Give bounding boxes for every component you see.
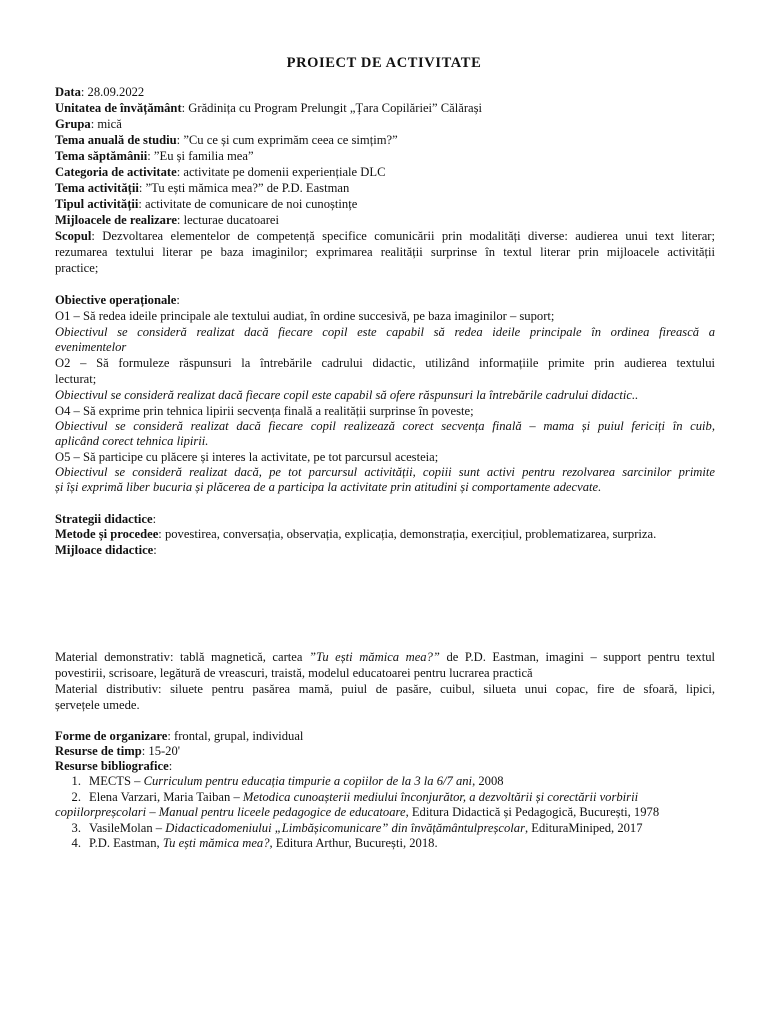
list-number: 4. — [71, 836, 81, 850]
list-item — [55, 821, 715, 837]
info-value: : mică — [90, 117, 122, 131]
methods-value: : povestirea, conversația, observația, explicația, demonstrația, exercițiul, problematizarea, surpriza. — [158, 527, 657, 541]
reference-text — [89, 836, 715, 852]
scope-line-3: practice; — [55, 261, 99, 275]
time-label: Resurse de timp — [55, 744, 142, 758]
reference-author: MECTS – — [89, 774, 144, 788]
list-item — [55, 774, 715, 790]
reference-title: Metodica cunoașterii mediului înconjurător, a dezvoltării și corectării vorbirii — [242, 789, 639, 804]
info-label: Tema săptămânii — [55, 149, 148, 163]
reference-details: Editura Arthur, București, 2018. — [272, 836, 438, 850]
info-value: : Grădinița cu Program Prelungit „Țara Copilăriei” Călărași — [181, 101, 483, 115]
objectives-heading — [55, 293, 715, 308]
info-week-theme — [55, 149, 715, 164]
info-value: : ”Eu și familia mea” — [147, 149, 254, 163]
info-value: : ”Cu ce și cum exprimăm ceea ce simțim?” — [176, 133, 398, 147]
info-group — [55, 117, 715, 132]
reference-title-cont: copiilorpreșcolari – Manual pentru liceele pedagogice de educatoare — [55, 805, 406, 819]
time-resources — [55, 744, 715, 759]
reference-title: Didacticadomeniului „Limbășicomunicare” din învățământulpreșcolar — [165, 820, 525, 835]
objective-o5-evaluation-cont: și își exprimă liber bucuria și plăcerea de a participa la activitate prin atitudini și comportamente adecvate. — [55, 480, 602, 494]
reference-author: Elena Varzari, Maria Taiban – — [89, 789, 243, 804]
scope-label: Scopul — [55, 229, 92, 243]
reference-text — [55, 789, 715, 821]
time-value: : 15-20' — [141, 744, 181, 758]
heading-colon: : — [168, 759, 173, 773]
material-text: Material demonstrativ: tablă magnetică, cartea — [55, 650, 310, 664]
reference-title: Tu ești mămica mea?, — [162, 836, 273, 850]
heading-colon: : — [152, 512, 157, 526]
reference-author: P.D. Eastman, — [89, 836, 163, 850]
list-number: 1. — [71, 774, 81, 788]
info-label: Tipul activității — [55, 197, 139, 211]
material-demonstrative — [55, 650, 715, 665]
forms-value: : frontal, grupal, individual — [167, 729, 304, 743]
reference-text — [89, 821, 715, 837]
list-item — [55, 790, 715, 821]
objective-o2-evaluation: Obiectivul se consideră realizat dacă fiecare copil este capabil să ofere răspunsuri la întrebările cadrului didactic.. — [55, 388, 639, 402]
material-distributive-cont: șervețele umede. — [55, 698, 140, 712]
document-title: PROIECT DE ACTIVITATE — [286, 55, 482, 71]
info-label: Categoria de activitate — [55, 165, 177, 179]
scope-line-2: rezumarea textului literar pe baza imaginilor; exprimarea realității surprinse în textul literar prin mijloacele activității — [55, 245, 715, 259]
objective-o4-evaluation-cont: aplicând corect tehnica lipirii. — [55, 434, 209, 448]
material-distributive: Material distributiv: siluete pentru pasărea mamă, puiul de pasăre, cuibul, silueta unui copac, fire de sfoară, lipici, — [55, 682, 715, 696]
info-label: Data — [55, 85, 81, 99]
forms-label: Forme de organizare — [55, 729, 168, 743]
objective-o1-evaluation-cont: evenimentelor — [55, 340, 127, 354]
material-demonstrative-cont: povestirii, scrisoare, legătură de vreascuri, traistă, modelul educatoarei pentru lucrarea practică — [55, 666, 533, 680]
strategies-heading — [55, 512, 715, 527]
info-label: Tema activității — [55, 181, 139, 195]
book-title: ”Tu ești mămica mea?” — [309, 650, 440, 664]
info-activity-type — [55, 197, 715, 212]
info-label: Unitatea de învățământ — [55, 101, 182, 115]
scope-text: : Dezvoltarea elementelor de competență specifice comunicării prin modalități diverse: audierea unui text literar; — [91, 229, 715, 243]
info-value: : 28.09.2022 — [80, 85, 145, 99]
info-label: Mijloacele de realizare — [55, 213, 177, 227]
strategies-heading-label: Strategii didactice — [55, 512, 153, 526]
objective-o1-evaluation: Obiectivul se consideră realizat dacă fiecare copil este capabil să redea ideile principale în ordinea firească a — [55, 325, 715, 339]
objective-o4-evaluation: Obiectivul se consideră realizat dacă fiecare copil realizează corect secvența finală – mama și puiul fericiți în cuib, — [55, 419, 715, 433]
objective-o5-evaluation: Obiectivul se consideră realizat dacă, pe tot parcursul activității, copiii sunt activi pentru rezolvarea sarcinilor primite — [55, 465, 715, 479]
reference-title: Curriculum pentru educația timpurie a copiilor de la 3 la 6/7 ani — [143, 774, 473, 788]
objectives-heading-label: Obiective operaționale — [55, 293, 177, 307]
objective-o5: O5 – Să participe cu plăcere și interes la activitate, pe tot parcursul acesteia; — [55, 450, 439, 464]
info-school-unit — [55, 101, 715, 116]
info-activity-theme — [55, 181, 715, 196]
scope-line-1 — [55, 229, 715, 244]
info-activity-category — [55, 165, 715, 180]
info-label: Tema anuală de studiu — [55, 133, 177, 147]
info-date — [55, 85, 715, 100]
heading-colon: : — [176, 293, 180, 307]
reference-author: VasileMolan – — [89, 820, 166, 835]
reference-details: , 2008 — [472, 774, 504, 788]
objective-o4: O4 – Să exprime prin tehnica lipirii secvența finală a realității surprinse în poveste; — [55, 404, 474, 418]
didactic-means-heading — [55, 543, 715, 558]
bibliography-heading — [55, 759, 715, 774]
reference-text — [89, 774, 715, 790]
objective-o2-cont: lecturat; — [55, 372, 97, 386]
info-means — [55, 213, 715, 228]
reference-details: , Editura Didactică și Pedagogică, București, 1978 — [405, 805, 660, 819]
info-value: : ”Tu ești mămica mea?” de P.D. Eastman — [138, 181, 350, 195]
didactic-means-label: Mijloace didactice — [55, 543, 154, 557]
organization-forms — [55, 729, 715, 744]
bibliography-label: Resurse bibliografice — [55, 759, 169, 773]
info-value: : lecturae ducatoarei — [176, 213, 280, 227]
list-item — [55, 836, 715, 852]
heading-colon: : — [153, 543, 157, 557]
bibliography-list — [55, 774, 715, 852]
material-text: de P.D. Eastman, imagini – support pentru textul — [439, 650, 716, 664]
list-number: 3. — [71, 820, 81, 835]
info-annual-theme — [55, 133, 715, 148]
info-label: Grupa — [55, 117, 91, 131]
reference-details: , EdituraMiniped, 2017 — [524, 820, 643, 835]
info-value: : activitate de comunicare de noi cunoștințe — [138, 197, 358, 211]
info-value: : activitate pe domenii experiențiale DLC — [176, 165, 386, 179]
list-number: 2. — [71, 789, 81, 804]
objective-o2: O2 – Să formuleze răspunsuri la întrebările cadrului didactic, utilizând informațiile primite prin audierea textului — [55, 356, 715, 370]
methods-label: Metode și procedee — [55, 527, 159, 541]
methods-line — [55, 527, 715, 542]
objective-o1: O1 – Să redea ideile principale ale textului audiat, în ordine succesivă, pe baza imaginilor – suport; — [55, 309, 555, 323]
